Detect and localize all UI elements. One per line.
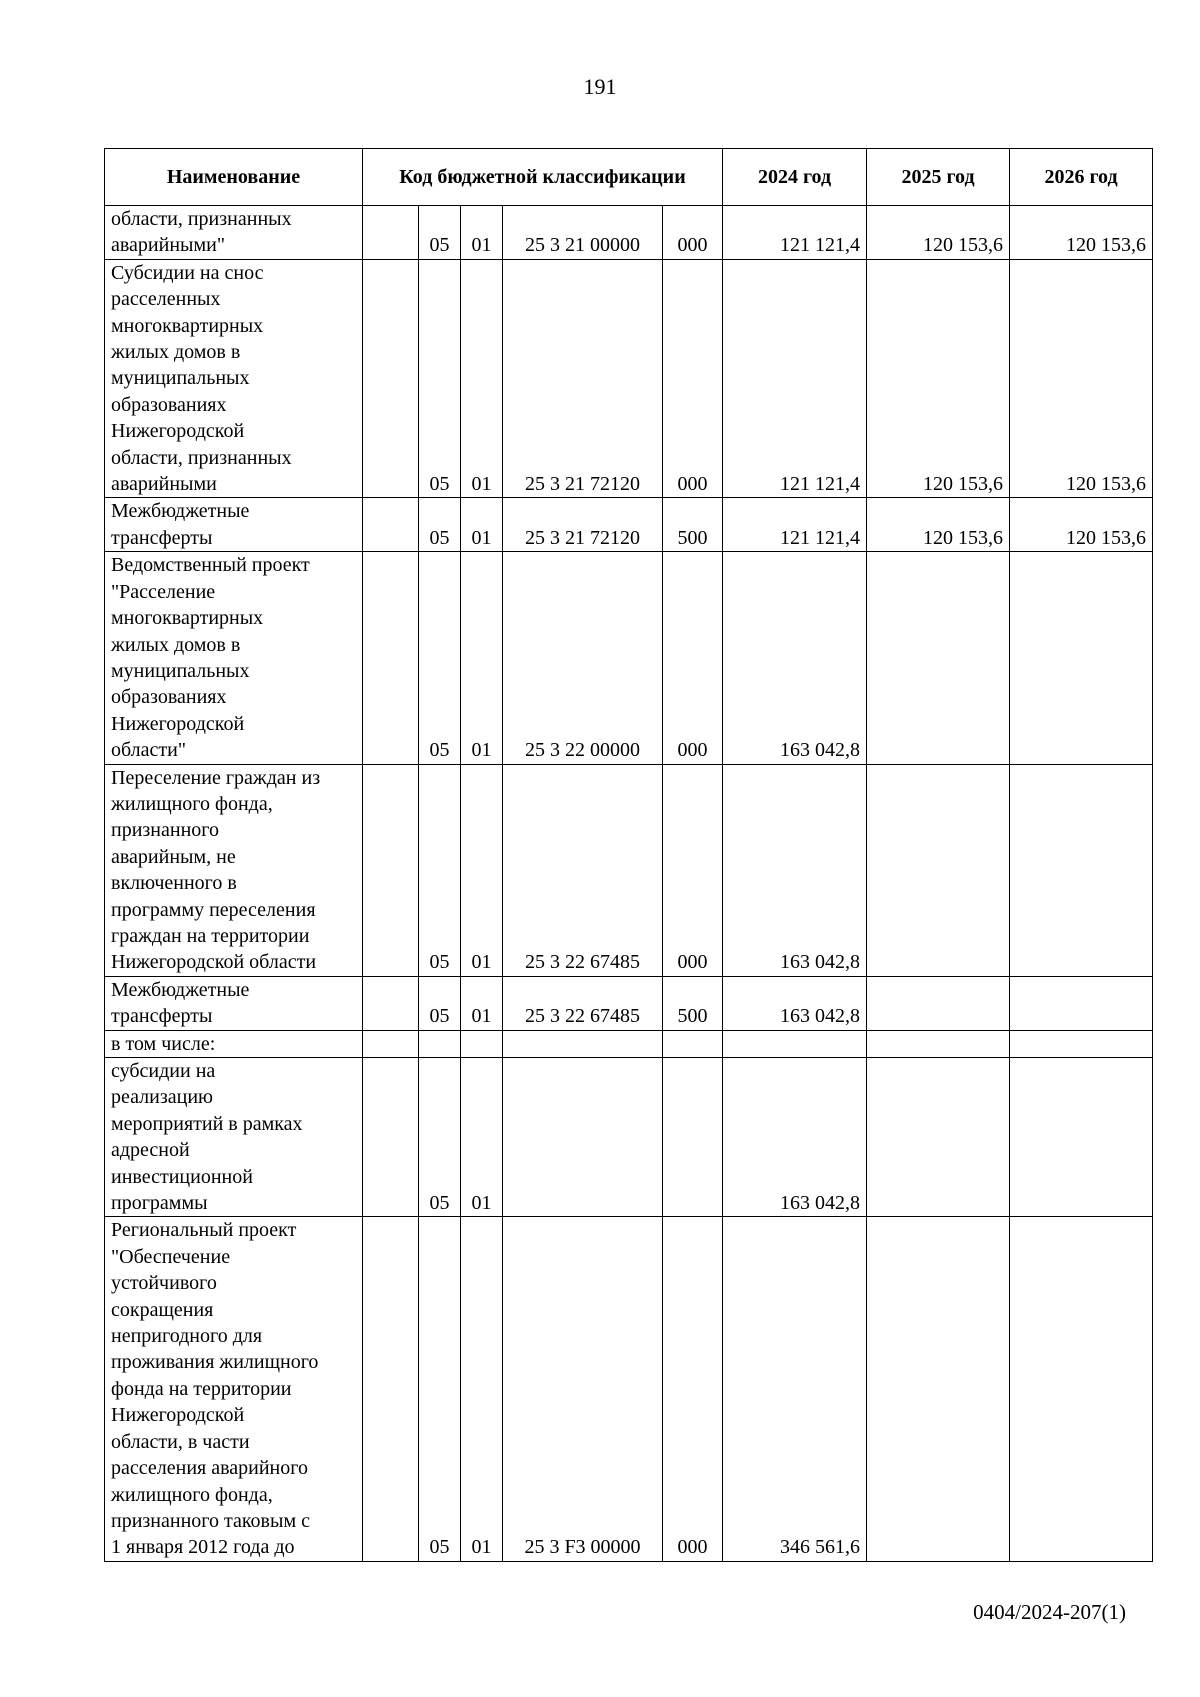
row-name-text: Региональный проект "Обеспечение устойчивого сокращения непригодного для проживания жилищного фонда на территории Нижегородской области, в части расселения аварийного жилищного фонда, признанного таковым с 1 января 2012 года до — [111, 1219, 319, 1559]
row-name-text: Межбюджетные трансферты — [111, 978, 250, 1028]
cell-subsection: 01 — [461, 552, 503, 764]
cell-section: 05 — [419, 552, 461, 764]
cell-2024: 346 561,6 — [723, 1217, 867, 1561]
row-name-text: в том числе: — [111, 1032, 216, 1055]
cell-expense-type: 000 — [663, 259, 723, 498]
cell-2024: 121 121,4 — [723, 206, 867, 260]
cell-target-article: 25 3 21 72120 — [503, 498, 663, 552]
cell-2026: 120 153,6 — [1010, 498, 1153, 552]
cell-2026: 120 153,6 — [1010, 206, 1153, 260]
cell-2024: 163 042,8 — [723, 764, 867, 976]
row-name-text: Переселение граждан из жилищного фонда, признанного аварийным, не включенного в программу переселения граждан на территории Нижегородской области — [111, 766, 321, 974]
row-name-text: области, признанных аварийными" — [111, 208, 292, 257]
table-header-row — [105, 149, 1153, 206]
cell-code-blank — [363, 206, 419, 260]
cell-2025 — [867, 1030, 1010, 1057]
table-row — [105, 1030, 1153, 1057]
table-row — [105, 1058, 1153, 1217]
cell-target-article — [503, 1058, 663, 1217]
cell-2026: 120 153,6 — [1010, 259, 1153, 498]
cell-expense-type: 000 — [663, 206, 723, 260]
cell-target-article: 25 3 21 00000 — [503, 206, 663, 260]
table-row — [105, 1217, 1153, 1561]
cell-target-article: 25 3 21 72120 — [503, 259, 663, 498]
cell-subsection: 01 — [461, 1058, 503, 1217]
row-name-text: Ведомственный проект "Расселение многоквартирных жилых домов в муниципальных образованиях Нижегородской области" — [111, 554, 310, 762]
cell-subsection: 01 — [461, 764, 503, 976]
cell-code-blank — [363, 1030, 419, 1057]
cell-name — [105, 764, 363, 976]
cell-expense-type: 000 — [663, 1217, 723, 1561]
cell-code-blank — [363, 498, 419, 552]
table-row — [105, 206, 1153, 260]
cell-expense-type: 000 — [663, 764, 723, 976]
cell-section: 05 — [419, 259, 461, 498]
cell-2025 — [867, 976, 1010, 1030]
cell-2026 — [1010, 1030, 1153, 1057]
header-code: Код бюджетной классификации — [363, 149, 723, 206]
header-2026: 2026 год — [1010, 149, 1153, 206]
table-row — [105, 976, 1153, 1030]
cell-name — [105, 1217, 363, 1561]
cell-expense-type: 000 — [663, 552, 723, 764]
cell-subsection: 01 — [461, 498, 503, 552]
page-number: 191 — [583, 74, 617, 99]
cell-2025: 120 153,6 — [867, 498, 1010, 552]
cell-section — [419, 1030, 461, 1057]
cell-expense-type — [663, 1058, 723, 1217]
cell-2025 — [867, 552, 1010, 764]
cell-2025: 120 153,6 — [867, 206, 1010, 260]
cell-code-blank — [363, 259, 419, 498]
cell-subsection: 01 — [461, 206, 503, 260]
table-row — [105, 764, 1153, 976]
cell-2025 — [867, 764, 1010, 976]
cell-2024: 121 121,4 — [723, 259, 867, 498]
cell-2026 — [1010, 1058, 1153, 1217]
cell-section: 05 — [419, 1058, 461, 1217]
cell-code-blank — [363, 976, 419, 1030]
cell-name — [105, 1058, 363, 1217]
cell-subsection: 01 — [461, 976, 503, 1030]
cell-2024 — [723, 1030, 867, 1057]
cell-section: 05 — [419, 1217, 461, 1561]
cell-2024: 163 042,8 — [723, 1058, 867, 1217]
cell-name — [105, 206, 363, 260]
cell-2026 — [1010, 1217, 1153, 1561]
cell-target-article: 25 3 22 67485 — [503, 976, 663, 1030]
cell-2024: 121 121,4 — [723, 498, 867, 552]
row-name-text: Межбюджетные трансферты — [111, 500, 250, 549]
cell-code-blank — [363, 764, 419, 976]
cell-name — [105, 259, 363, 498]
cell-section: 05 — [419, 498, 461, 552]
cell-2026 — [1010, 764, 1153, 976]
cell-code-blank — [363, 1058, 419, 1217]
cell-name — [105, 1030, 363, 1057]
cell-subsection — [461, 1030, 503, 1057]
row-name-text: Субсидии на снос расселенных многоквартирных жилых домов в муниципальных образованиях Нижегородской области, признанных аварийными — [111, 261, 292, 496]
cell-2024: 163 042,8 — [723, 552, 867, 764]
cell-expense-type: 500 — [663, 976, 723, 1030]
cell-section: 05 — [419, 764, 461, 976]
cell-subsection: 01 — [461, 1217, 503, 1561]
cell-name — [105, 498, 363, 552]
header-2024: 2024 год — [723, 149, 867, 206]
cell-2025 — [867, 1217, 1010, 1561]
cell-name — [105, 976, 363, 1030]
cell-2025 — [867, 1058, 1010, 1217]
cell-2024: 163 042,8 — [723, 976, 867, 1030]
cell-name — [105, 552, 363, 764]
cell-2026 — [1010, 552, 1153, 764]
cell-2025: 120 153,6 — [867, 259, 1010, 498]
header-name: Наименование — [105, 149, 363, 206]
table-row — [105, 498, 1153, 552]
cell-target-article: 25 3 22 00000 — [503, 552, 663, 764]
header-2025: 2025 год — [867, 149, 1010, 206]
budget-table — [104, 148, 1153, 1562]
table-row — [105, 552, 1153, 764]
cell-section: 05 — [419, 976, 461, 1030]
cell-code-blank — [363, 552, 419, 764]
cell-target-article — [503, 1030, 663, 1057]
cell-target-article: 25 3 22 67485 — [503, 764, 663, 976]
document-code: 0404/2024-207(1) — [973, 1600, 1126, 1624]
cell-subsection: 01 — [461, 259, 503, 498]
cell-expense-type — [663, 1030, 723, 1057]
row-name-text: субсидии на реализацию мероприятий в рамках адресной инвестиционной программы — [111, 1060, 303, 1215]
cell-2026 — [1010, 976, 1153, 1030]
cell-expense-type: 500 — [663, 498, 723, 552]
cell-section: 05 — [419, 206, 461, 260]
cell-code-blank — [363, 1217, 419, 1561]
table-row — [105, 259, 1153, 498]
cell-target-article: 25 3 F3 00000 — [503, 1217, 663, 1561]
